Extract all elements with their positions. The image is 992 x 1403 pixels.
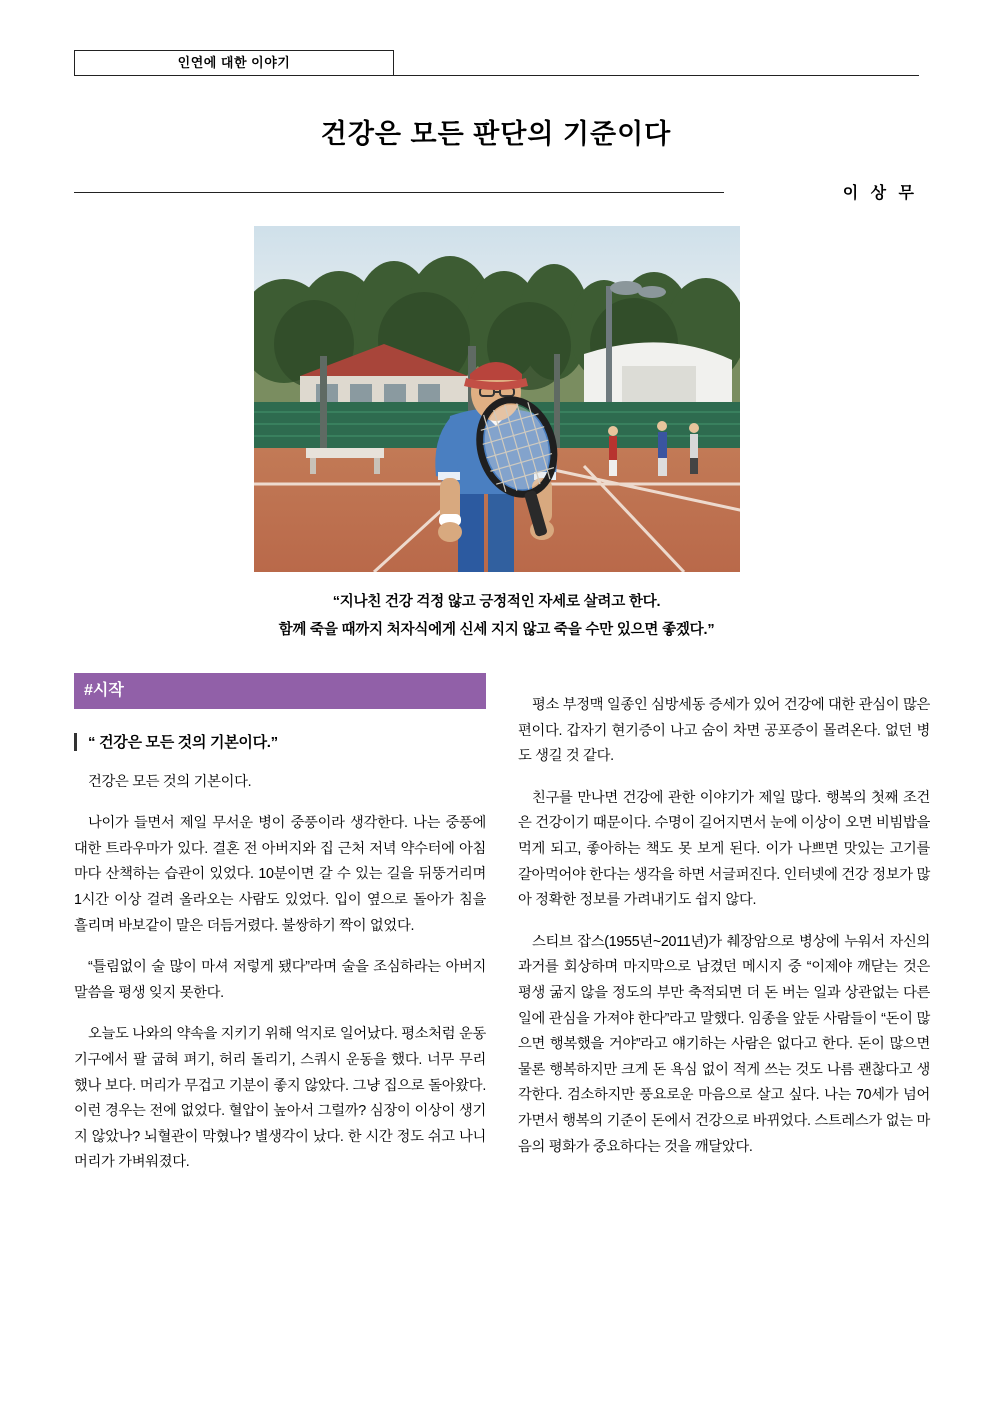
running-head-rule xyxy=(394,75,919,76)
running-head xyxy=(74,50,919,78)
body-column-left xyxy=(74,730,486,1176)
article-photo xyxy=(254,226,740,572)
page-title: 건강은 모든 판단의 기준이다 xyxy=(320,119,672,149)
pull-quote-lead: “ 건강은 모든 것의 기본이다.” xyxy=(74,730,486,756)
paragraph: 평소 부정맥 일종인 심방세동 증세가 있어 건강에 대한 관심이 많은 편이다. 갑자기 현기증이 나고 숨이 차면 공포증이 몰려온다. 없던 병도 생길 것 같다. xyxy=(518,697,930,765)
byline-rule xyxy=(74,192,724,193)
tennis-court-portrait-photo xyxy=(254,226,740,572)
paragraph: “틀림없이 술 많이 마셔 저렇게 됐다”라며 술을 조심하라는 아버지 말씀을 평생 잊지 못한다. xyxy=(74,959,486,1001)
section-heading-label: #시작 xyxy=(84,682,124,699)
paragraph: 친구를 만나면 건강에 관한 이야기가 제일 많다. 행복의 첫째 조건은 건강이기 때문이다. 수명이 길어지면서 눈에 이상이 오면 비빔밥을 먹게 되고, 좋아하는 책도 못 보게 된다. 이가 나쁘면 맛있는 고기를 갈아먹어야 한다는 생각을 하면 서글퍼진다. 인터넷에 건강 정보가 많아 정확한 정보를 가려내기도 쉽지 않다. xyxy=(518,789,930,909)
photo-caption-line1: “지나친 건강 걱정 않고 긍정적인 자세로 살려고 한다. xyxy=(332,594,661,610)
paragraph: 건강은 모든 것의 기본이다. xyxy=(88,773,252,790)
running-head-label: 인연에 대한 이야기 xyxy=(177,55,291,70)
byline-author: 이 상 무 xyxy=(842,185,918,202)
paragraph: 오늘도 나와의 약속을 지키기 위해 억지로 일어났다. 평소처럼 운동기구에서 팔 굽혀 펴기, 허리 돌리기, 스쿼시 운동을 했다. 너무 무리 했나 보다. 머리가 무겁고 기분이 좋지 않았다. 그냥 집으로 돌아왔다. 이런 경우는 전에 없었다. 혈압이 높아서 그럴까? 심장이 이상이 생기지 않았나? 뇌혈관이 막혔나? 별생각이 났다. 한 시간 정도 쉬고 나니 머리가 가벼워졌다. xyxy=(74,1026,486,1171)
section-heading-bar xyxy=(74,673,486,709)
paragraph: 나이가 들면서 제일 무서운 병이 중풍이라 생각한다. 나는 중풍에 대한 트라우마가 있다. 결혼 전 아버지와 집 근처 저녁 약수터에 아침마다 산책하는 습관이 있었다. 10분이면 갈 수 있는 길을 뒤뚱거리며 1시간 이상 걸려 올라오는 사람도 있었다. 입이 옆으로 돌아가 침을 흘리며 바보같이 말은 더듬거렸다. 불쌍하기 짝이 없었다. xyxy=(74,815,486,934)
body-column-right xyxy=(518,693,930,1160)
paragraph: 스티브 잡스(1955년~2011년)가 췌장암으로 병상에 누워서 자신의 과거를 회상하며 마지막으로 남겼던 메시지 중 “이제야 깨닫는 것은 평생 굶지 않을 정도의 부만 축적되면 더 돈 버는 일과 상관없는 다른 일에 관심을 가져야 한다”라고 말했다. 임종을 앞둔 사람들이 “돈이 많으면 행복했을 거야”라고 얘기하는 사람은 없다고 한다. 돈이 많으면 물론 행복하지만 크게 돈 욕심 없이 적게 쓰는 것도 나름 괜찮다고 생각한다. 검소하지만 풍요로운 마음으로 살고 싶다. 나는 70세가 넘어가면서 행복의 기준이 돈에서 건강으로 바뀌었다. 스트레스가 없는 마음의 평화가 중요하다는 것을 깨달았다. xyxy=(518,933,930,1155)
photo-caption-line2: 함께 죽을 때까지 처자식에게 신세 지지 않고 죽을 수만 있으면 좋겠다.” xyxy=(278,622,715,638)
photo-caption xyxy=(74,588,919,644)
